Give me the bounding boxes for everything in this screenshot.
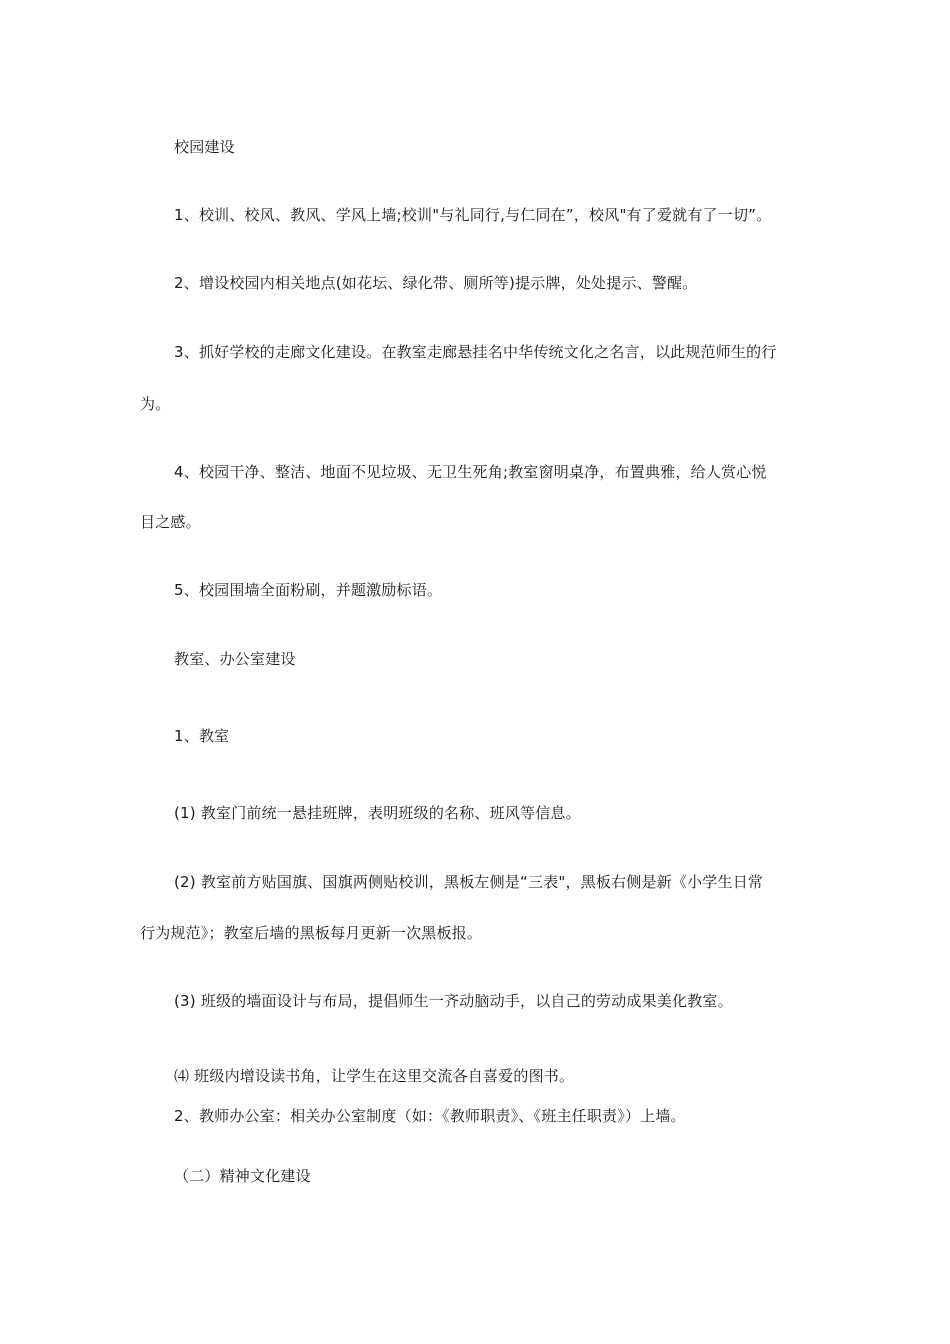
classroom-item-2-continued: 行为规范》；教室后墙的黑板每月更新一次黑板报。	[140, 924, 483, 942]
classroom-item-3: (3) 班级的墙面设计与布局，提倡师生一齐动脑动手，以自己的劳动成果美化教室。	[174, 992, 733, 1010]
campus-item-1: 1、校训、校风、教风、学风上墙;校训"与礼同行,与仁同在”，校风"有了爱就有了一切”。	[174, 206, 772, 224]
campus-item-4-continued: 目之感。	[140, 513, 201, 531]
classroom-item-2: (2) 教室前方贴国旗、国旗两侧贴校训，黑板左侧是“三表"，黑板右侧是新《小学生日常	[174, 873, 764, 891]
section-heading-campus: 校园建设	[174, 138, 235, 156]
campus-item-5: 5、校园围墙全面粉刷，并题激励标语。	[174, 581, 443, 599]
campus-item-2: 2、增设校园内相关地点(如花坛、绿化带、厕所等)提示牌，处处提示、警醒。	[174, 274, 698, 292]
section-heading-spirit: （二）精神文化建设	[174, 1167, 311, 1185]
classroom-item-4: ⑷ 班级内增设读书角，让学生在这里交流各自喜爱的图书。	[174, 1067, 575, 1085]
classroom-item-1: (1) 教室门前统一悬挂班牌，表明班级的名称、班风等信息。	[174, 804, 581, 822]
campus-item-3-continued: 为。	[140, 395, 171, 413]
campus-item-4: 4、校园干净、整洁、地面不见垃圾、无卫生死角;教室窗明桌净，布置典雅，给人赏心悦	[174, 463, 767, 481]
classroom-heading: 1、教室	[174, 727, 230, 745]
office-item: 2、教师办公室：相关办公室制度（如：《教师职责》、《班主任职责》）上墙。	[174, 1107, 686, 1125]
section-heading-classroom: 教室、办公室建设	[174, 650, 296, 668]
campus-item-3: 3、抓好学校的走廊文化建设。在教室走廊悬挂名中华传统文化之名言，以此规范师生的行	[174, 343, 777, 361]
